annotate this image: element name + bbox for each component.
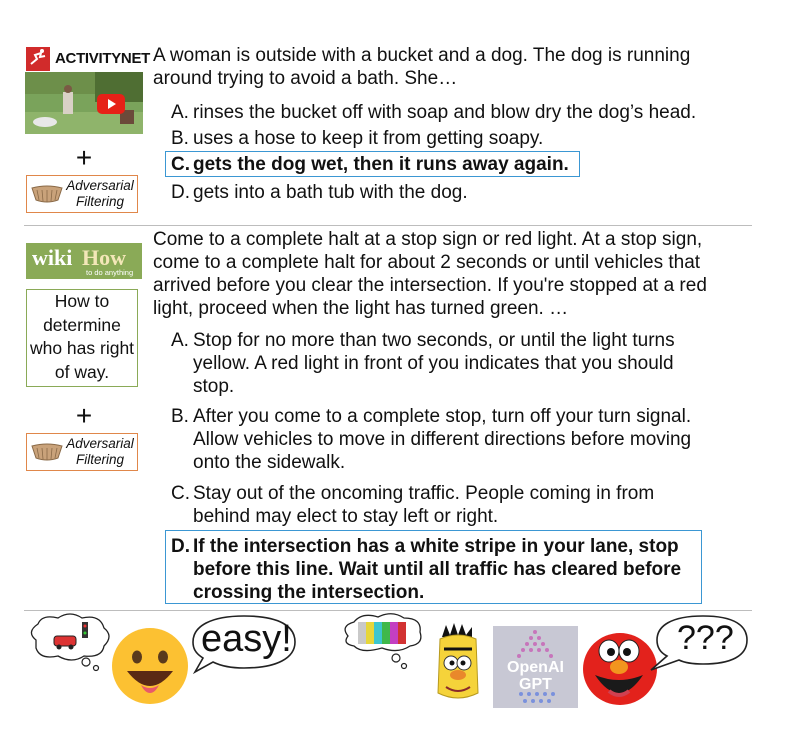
context-text: Come to a complete halt at a stop sign or red light. At a stop sign, come to a complete halt for about 2 seconds or until vehicles that arrived before you clear the intersection. If you're stopped at a red light, proceed when the light has turned green. …: [153, 229, 707, 319]
option-a[interactable]: A. rinses the bucket off with soap and blow dry the dog’s head.: [171, 102, 697, 123]
easy-text: easy!: [201, 618, 292, 660]
video-thumbnail[interactable]: [25, 72, 143, 134]
plus-sign: +: [75, 400, 93, 431]
filter-label-line2: Filtering: [75, 452, 124, 467]
option-c-correct[interactable]: C. gets the dog wet, then it runs away again.: [165, 151, 580, 177]
gpt-label-line2: GPT: [519, 676, 552, 693]
thought-bubble-car-icon: [24, 612, 114, 672]
activitynet-logo-text: ACTIVITYNET: [55, 50, 151, 67]
bert-muppet-icon: [428, 623, 488, 711]
question-marks-text: ???: [677, 619, 734, 657]
option-d[interactable]: D. gets into a bath tub with the dog.: [171, 182, 468, 203]
option-list: [171, 101, 761, 150]
filter-basket-icon: [31, 185, 63, 205]
grinning-face-icon: [111, 627, 189, 705]
option-b[interactable]: B. uses a hose to keep it from getting soapy.: [171, 128, 544, 149]
option-a[interactable]: A. Stop for no more than two seconds, or until the light turns yellow. A red light in front of you indicates that you should stop.: [171, 330, 675, 397]
filter-basket-icon: [31, 443, 63, 463]
filter-label-line1: Adversarial: [66, 436, 134, 451]
play-icon[interactable]: [97, 94, 125, 114]
divider: [24, 225, 752, 226]
adversarial-filtering-box: [26, 433, 138, 471]
activitynet-logo-icon: [26, 47, 50, 71]
thought-bubble-tv-static-icon: [338, 612, 428, 672]
gpt-label-line1: OpenAI: [507, 659, 564, 676]
divider: [24, 610, 752, 611]
option-b[interactable]: B. After you come to a complete stop, turn off your turn signal. Allow vehicles to move in different directions before moving onto the sidewalk.: [171, 406, 692, 473]
article-title-box: How to determine who has right of way.: [26, 289, 138, 387]
openai-gpt-logo: [493, 626, 578, 708]
context-text: A woman is outside with a bucket and a dog. The dog is running around trying to avoid a bath. She…: [153, 45, 691, 89]
filter-label-line2: Filtering: [75, 194, 124, 209]
option-d-correct[interactable]: D. If the intersection has a white stripe in your lane, stop before this line. Wait until all traffic has cleared before crossing the intersection.: [165, 530, 702, 604]
option-c[interactable]: C. Stay out of the oncoming traffic. People coming in from behind may elect to stay left or right.: [171, 483, 655, 527]
wikihow-logo: wiki How to do anything: [26, 243, 142, 279]
adversarial-filtering-box: [26, 175, 138, 213]
plus-sign: +: [75, 142, 93, 173]
filter-label-line1: Adversarial: [66, 178, 134, 193]
